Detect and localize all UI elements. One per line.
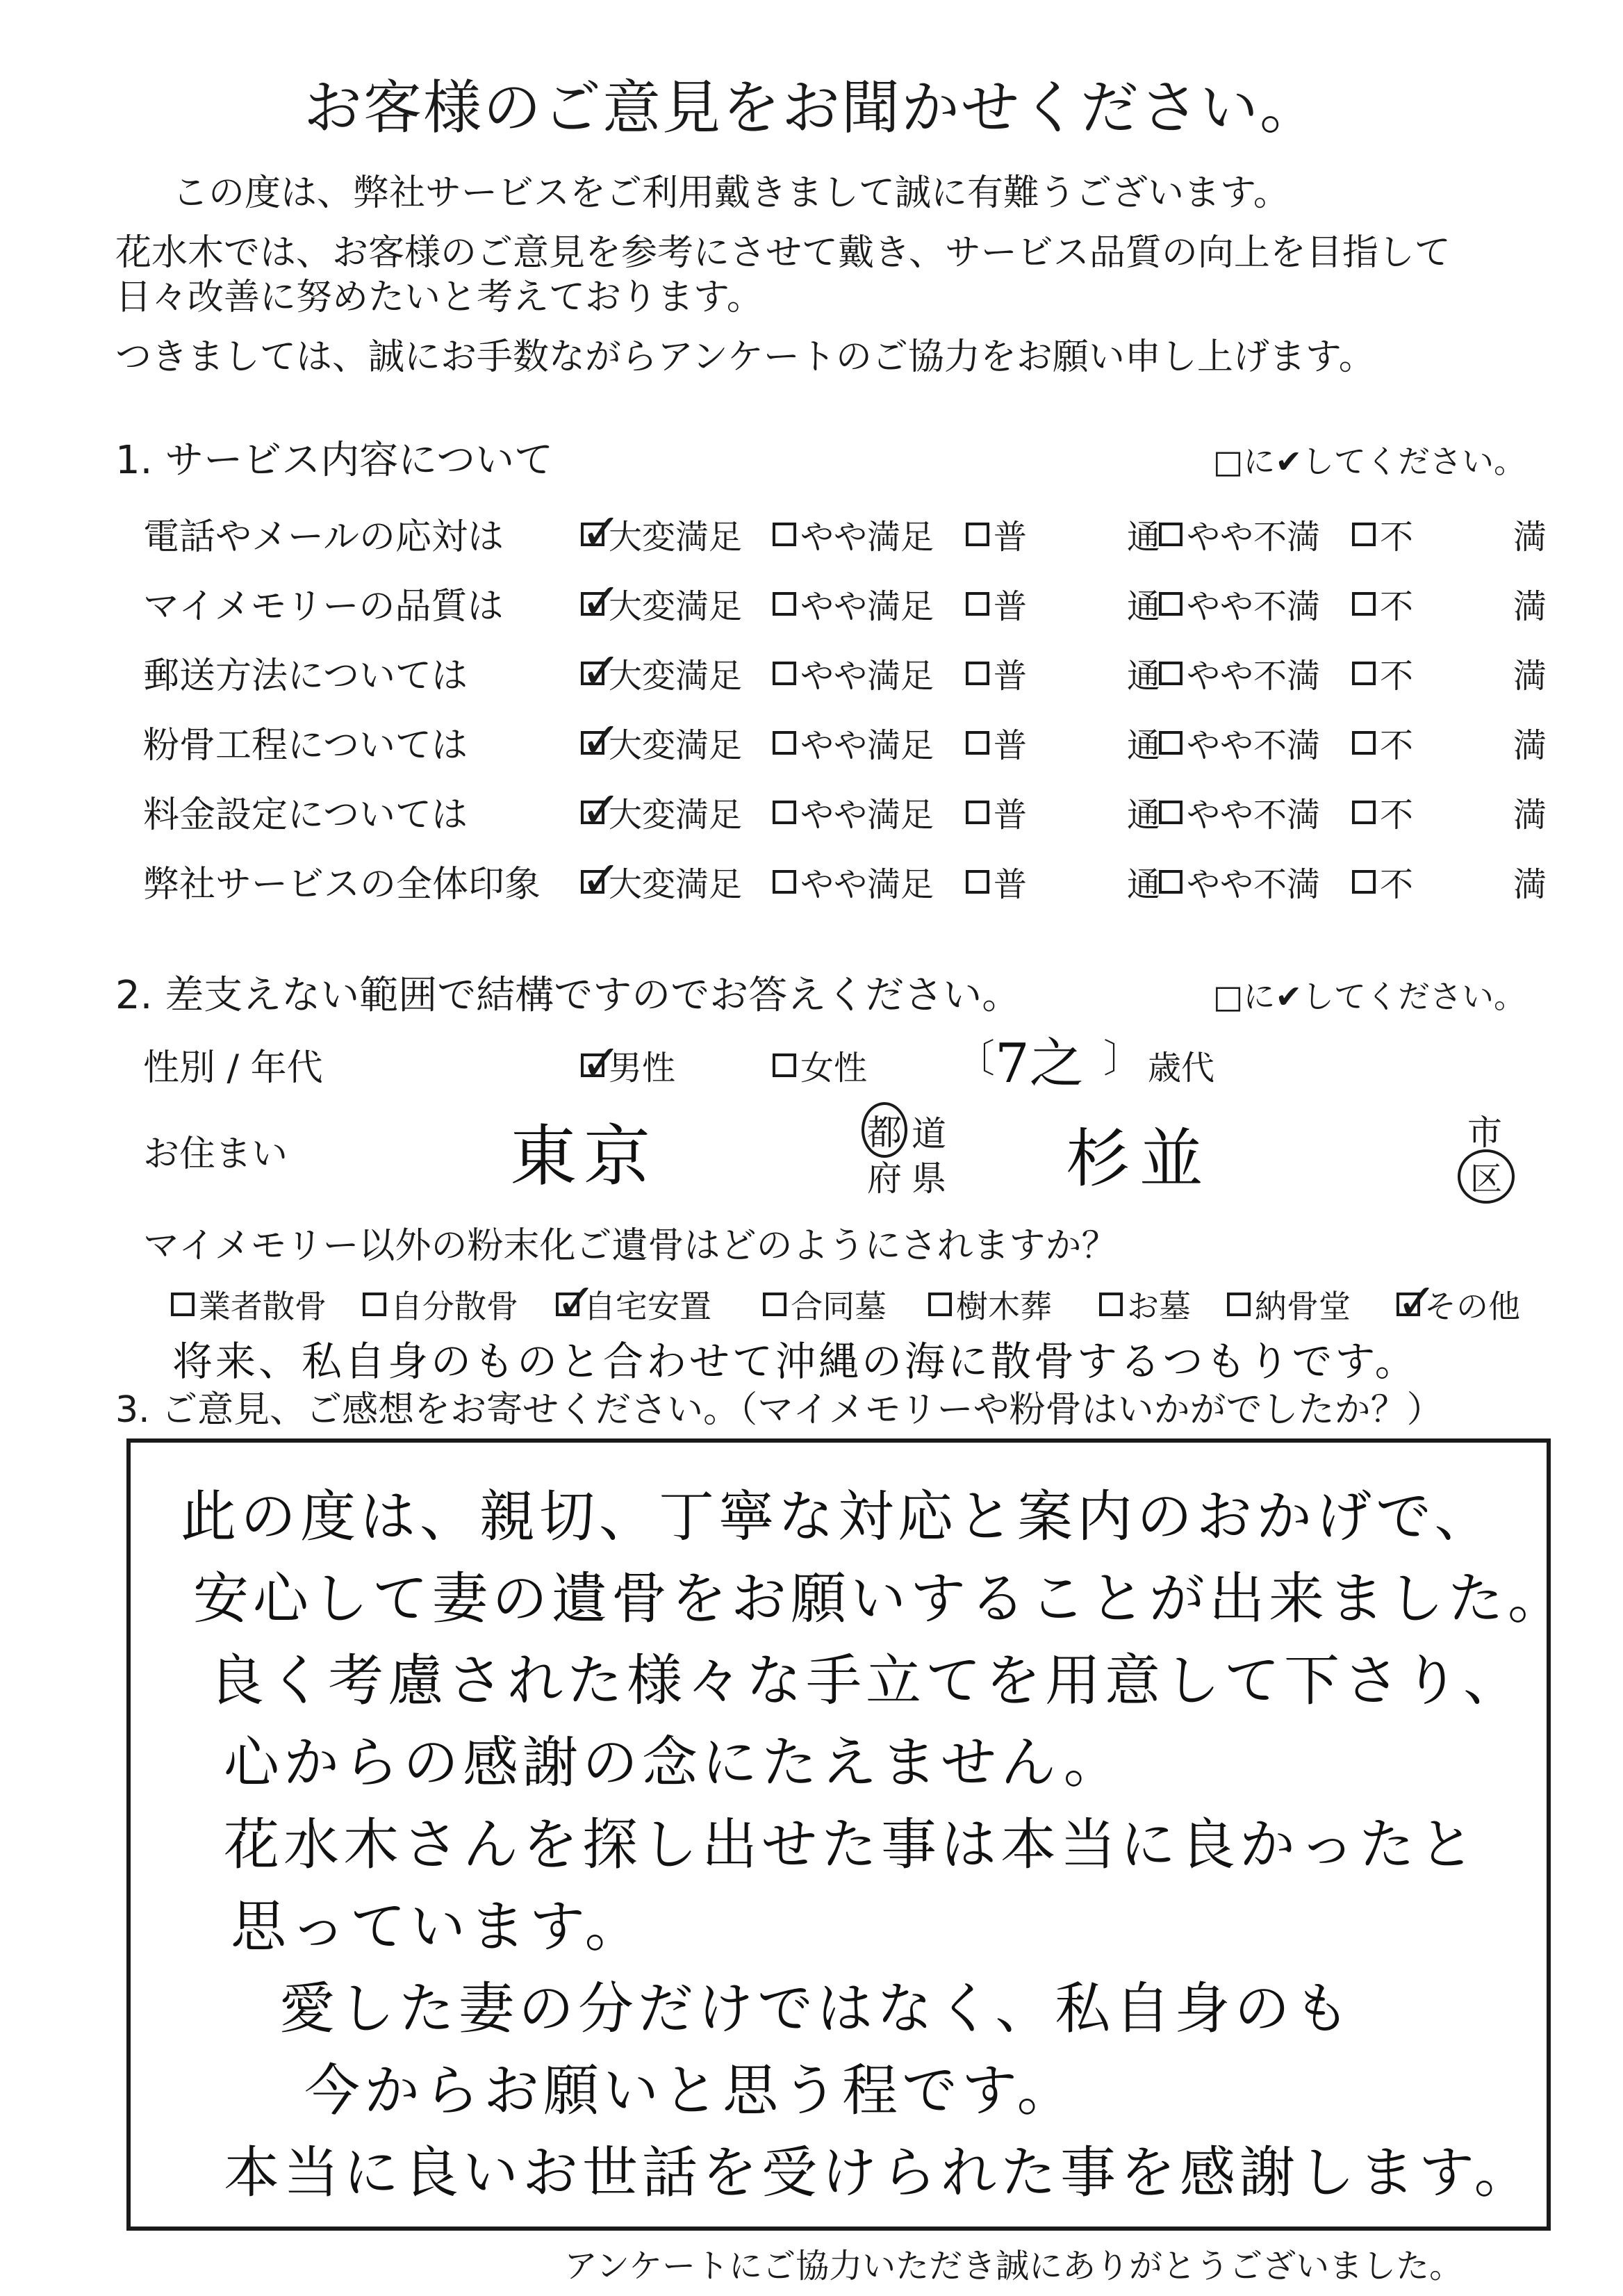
rating-checkbox[interactable]	[1159, 801, 1183, 824]
rating-option[interactable]	[773, 788, 934, 836]
prefecture-value: 東京	[510, 1117, 657, 1195]
comment-line: 安心して妻の遺骨をお願いすることが出来ました。	[193, 1566, 1567, 1631]
section2-hint: □に✔してください。	[1212, 978, 1526, 1015]
check-mark-icon: ✓	[581, 572, 622, 630]
rating-checkbox[interactable]	[581, 502, 622, 560]
remains-option[interactable]	[763, 1281, 887, 1327]
section1-heading: 1. サービス内容について	[115, 438, 554, 483]
survey-title: お客様のご意見をお聞かせください。	[303, 74, 1319, 142]
pref-fu-label: 府	[867, 1158, 902, 1199]
rating-checkbox[interactable]	[966, 801, 989, 824]
gender-female-option[interactable]	[773, 1041, 867, 1089]
rating-option[interactable]	[1159, 719, 1320, 766]
rating-option-label: 大変満足	[609, 865, 743, 904]
rating-checkbox[interactable]	[773, 731, 796, 755]
remains-checkbox[interactable]	[1099, 1293, 1123, 1316]
comment-line: 今からお願いと思う程です。	[304, 2058, 1077, 2123]
question-label: 郵送方法については	[143, 655, 468, 697]
comment-line: 心からの感謝の念にたえません。	[224, 1730, 1123, 1795]
rating-option-label: 不 満	[1380, 587, 1547, 626]
remains-option[interactable]	[556, 1273, 711, 1330]
remains-option[interactable]	[363, 1281, 518, 1327]
rating-option-label: 大変満足	[609, 518, 743, 557]
age-value: 7之	[995, 1033, 1084, 1095]
rating-checkbox[interactable]	[1352, 870, 1376, 894]
rating-option[interactable]	[581, 502, 743, 560]
rating-option-label: 不 満	[1380, 726, 1547, 765]
rating-checkbox[interactable]	[773, 592, 796, 616]
footer-thanks: アンケートにご協力いただき誠にありがとうございました。	[564, 2247, 1463, 2286]
check-mark-icon: ✓	[581, 711, 622, 769]
rating-option[interactable]	[1352, 788, 1547, 836]
rating-checkbox[interactable]	[1352, 523, 1376, 546]
pref-to-option	[862, 1102, 907, 1158]
remains-option-label: 自宅安置	[584, 1288, 711, 1325]
rating-checkbox[interactable]	[966, 592, 989, 616]
remains-option[interactable]	[1227, 1281, 1351, 1327]
rating-option-label: 普 通	[994, 726, 1161, 765]
intro-line-4: つきましては、誠にお手数ながらアンケートのご協力をお願い申し上げます。	[115, 336, 1375, 378]
city-ku-circled: 区	[1458, 1149, 1515, 1204]
comment-line: 良く考慮された様々な手立てを用意して下さり、	[208, 1648, 1523, 1713]
remains-option[interactable]	[1397, 1273, 1520, 1330]
rating-checkbox[interactable]	[581, 572, 622, 630]
rating-checkbox[interactable]	[581, 641, 622, 699]
rating-option[interactable]	[1352, 510, 1547, 558]
rating-option[interactable]	[581, 711, 743, 769]
remains-checkbox[interactable]	[1227, 1293, 1251, 1316]
remains-checkbox[interactable]	[363, 1293, 386, 1316]
rating-option-label: 不 満	[1380, 865, 1547, 904]
section2-heading: 2. 差支えない範囲で結構ですのでお答えください。	[115, 973, 1021, 1018]
comment-box[interactable]	[126, 1438, 1567, 2231]
check-mark-icon: ✓	[581, 850, 622, 908]
gender-age-label: 性別 / 年代	[143, 1047, 323, 1089]
rating-checkbox[interactable]	[1159, 662, 1183, 685]
rating-option[interactable]	[1352, 580, 1547, 628]
remains-checkbox[interactable]	[556, 1273, 597, 1330]
rating-option[interactable]	[581, 641, 743, 699]
remains-checkbox[interactable]	[928, 1293, 952, 1316]
remains-option-label: 自分散骨	[390, 1288, 518, 1325]
rating-option[interactable]	[581, 572, 743, 630]
rating-option-label: やや満足	[800, 657, 934, 696]
rating-option-label: やや不満	[1187, 518, 1321, 557]
age-open-bracket: 〔	[956, 1037, 995, 1082]
question-label: 電話やメールの応対は	[143, 516, 504, 558]
comment-line: 本当に良いお世話を受けられた事を感謝します。	[224, 2140, 1534, 2205]
check-mark-icon: ✓	[581, 780, 622, 838]
rating-option-label: やや不満	[1187, 796, 1321, 835]
rating-option[interactable]	[1159, 788, 1320, 836]
question-label: 弊社サービスの全体印象	[143, 864, 541, 905]
remains-option-label: 合同墓	[791, 1288, 887, 1325]
rating-checkbox[interactable]	[966, 662, 989, 685]
other-note: 将来、私自身のものと合わせて沖縄の海に散骨するつもりです。	[172, 1338, 1418, 1385]
rating-option[interactable]	[1159, 649, 1320, 697]
rating-option[interactable]	[966, 788, 1160, 836]
rating-checkbox[interactable]	[1159, 592, 1183, 616]
rating-option-label: 普 通	[994, 865, 1161, 904]
male-checkbox[interactable]	[581, 1033, 622, 1091]
rating-option[interactable]	[773, 649, 934, 697]
remains-checkbox[interactable]	[763, 1293, 786, 1316]
rating-option-label: 大変満足	[609, 796, 743, 835]
rating-option-label: やや満足	[800, 796, 934, 835]
remains-option-label: その他	[1424, 1288, 1520, 1325]
rating-checkbox[interactable]	[1159, 731, 1183, 755]
rating-option[interactable]	[966, 719, 1160, 766]
rating-option-label: 大変満足	[609, 587, 743, 626]
city-shi-label: 市	[1467, 1113, 1502, 1153]
age-suffix: 歳代	[1148, 1049, 1215, 1088]
rating-checkbox[interactable]	[773, 870, 796, 894]
rating-option[interactable]	[1352, 719, 1547, 766]
remains-question: マイメモリー以外の粉末化ご遺骨はどのようにされますか？	[143, 1225, 1118, 1267]
intro-line-1: この度は、弊社サービスをご利用戴きまして誠に有難うございます。	[172, 172, 1290, 214]
rating-checkbox[interactable]	[966, 870, 989, 894]
rating-option-label: 普 通	[994, 657, 1161, 696]
check-mark-icon: ✓	[581, 502, 622, 560]
rating-option[interactable]	[966, 649, 1160, 697]
rating-option[interactable]	[581, 850, 743, 908]
rating-checkbox[interactable]	[1352, 662, 1376, 685]
pref-ken-label: 県	[912, 1158, 946, 1199]
check-mark-icon: ✓	[581, 641, 622, 699]
rating-option[interactable]	[773, 580, 934, 628]
comment-line: 花水木さんを探し出せた事は本当に良かったと	[224, 1812, 1478, 1877]
rating-option-label: 普 通	[994, 518, 1161, 557]
rating-option[interactable]	[1352, 649, 1547, 697]
rating-checkbox[interactable]	[1352, 592, 1376, 616]
rating-option-label: 大変満足	[609, 726, 743, 765]
pref-do-label: 道	[912, 1114, 946, 1154]
remains-option-label: 納骨堂	[1255, 1288, 1351, 1325]
age-close-bracket: 〕	[1103, 1037, 1142, 1082]
rating-checkbox[interactable]	[1352, 731, 1376, 755]
question-label: マイメモリーの品質は	[143, 586, 504, 628]
remains-checkbox[interactable]	[171, 1293, 195, 1316]
rating-checkbox[interactable]	[966, 731, 989, 755]
question-label: 粉骨工程については	[143, 725, 468, 766]
rating-option[interactable]	[1352, 858, 1547, 905]
rating-option-label: 普 通	[994, 587, 1161, 626]
rating-option-label: やや不満	[1187, 865, 1321, 904]
comment-line: 思っています。	[231, 1894, 645, 1959]
female-label: 女性	[800, 1049, 868, 1088]
rating-option-label: 普 通	[994, 796, 1161, 835]
intro-line-2: 花水木では、お客様のご意見を参考にさせて戴き、サービス品質の向上を目指して	[115, 232, 1451, 274]
rating-checkbox[interactable]	[581, 780, 622, 838]
rating-option-label: 不 満	[1380, 657, 1547, 696]
city-ku-option	[1458, 1149, 1515, 1204]
remains-checkbox[interactable]	[1397, 1273, 1437, 1330]
rating-checkbox[interactable]	[1159, 523, 1183, 546]
rating-option-label: 大変満足	[609, 657, 743, 696]
section1-hint: □に✔してください。	[1212, 443, 1526, 480]
check-mark-icon: ✓	[1397, 1273, 1437, 1330]
rating-option-label: やや満足	[800, 587, 934, 626]
remains-option-label: 業者散骨	[199, 1288, 327, 1325]
rating-checkbox[interactable]	[1159, 870, 1183, 894]
check-mark-icon: ✓	[581, 1033, 622, 1091]
pref-to-circled: 都	[862, 1102, 907, 1158]
section3-heading: 3. ご意見、ご感想をお寄せください。（マイメモリーや粉骨はいかがでしたか？）	[115, 1389, 1443, 1431]
rating-option[interactable]	[966, 580, 1160, 628]
remains-option-label: お墓	[1127, 1288, 1191, 1325]
rating-checkbox[interactable]	[773, 523, 796, 546]
rating-option-label: やや満足	[800, 726, 934, 765]
rating-option-label: やや不満	[1187, 657, 1321, 696]
rating-option[interactable]	[773, 719, 934, 766]
female-checkbox[interactable]	[773, 1053, 796, 1077]
address-label: お住まい	[143, 1133, 288, 1175]
rating-option-label: 不 満	[1380, 796, 1547, 835]
remains-option-label: 樹木葬	[956, 1288, 1052, 1325]
rating-checkbox[interactable]	[1352, 801, 1376, 824]
remains-option[interactable]	[1099, 1281, 1191, 1327]
rating-option[interactable]	[581, 780, 743, 838]
gender-male-option[interactable]	[581, 1033, 676, 1091]
city-value: 杉並	[1066, 1122, 1214, 1196]
rating-checkbox[interactable]	[773, 662, 796, 685]
rating-checkbox[interactable]	[581, 850, 622, 908]
rating-option-label: 不 満	[1380, 518, 1547, 557]
comment-line: 此の度は、親切、丁寧な対応と案内のおかげで、	[181, 1484, 1494, 1549]
rating-option[interactable]	[1159, 510, 1320, 558]
rating-option[interactable]	[773, 510, 934, 558]
question-label: 料金設定については	[143, 794, 468, 836]
rating-option[interactable]	[1159, 580, 1320, 628]
rating-checkbox[interactable]	[773, 801, 796, 824]
rating-checkbox[interactable]	[581, 711, 622, 769]
remains-option[interactable]	[928, 1281, 1052, 1327]
male-label: 男性	[609, 1049, 676, 1088]
rating-checkbox[interactable]	[966, 523, 989, 546]
rating-option[interactable]	[1159, 858, 1320, 905]
comment-line: 愛した妻の分だけではなく、私自身のも	[279, 1976, 1354, 2041]
rating-option-label: やや満足	[800, 865, 934, 904]
check-mark-icon: ✓	[556, 1273, 597, 1330]
rating-option-label: やや不満	[1187, 587, 1321, 626]
intro-line-3: 日々改善に努めたいと考えております。	[115, 277, 763, 318]
remains-option[interactable]	[171, 1281, 327, 1327]
rating-option[interactable]	[966, 510, 1160, 558]
rating-option-label: やや満足	[800, 518, 934, 557]
rating-option-label: やや不満	[1187, 726, 1321, 765]
rating-option[interactable]	[773, 858, 934, 905]
rating-option[interactable]	[966, 858, 1160, 905]
